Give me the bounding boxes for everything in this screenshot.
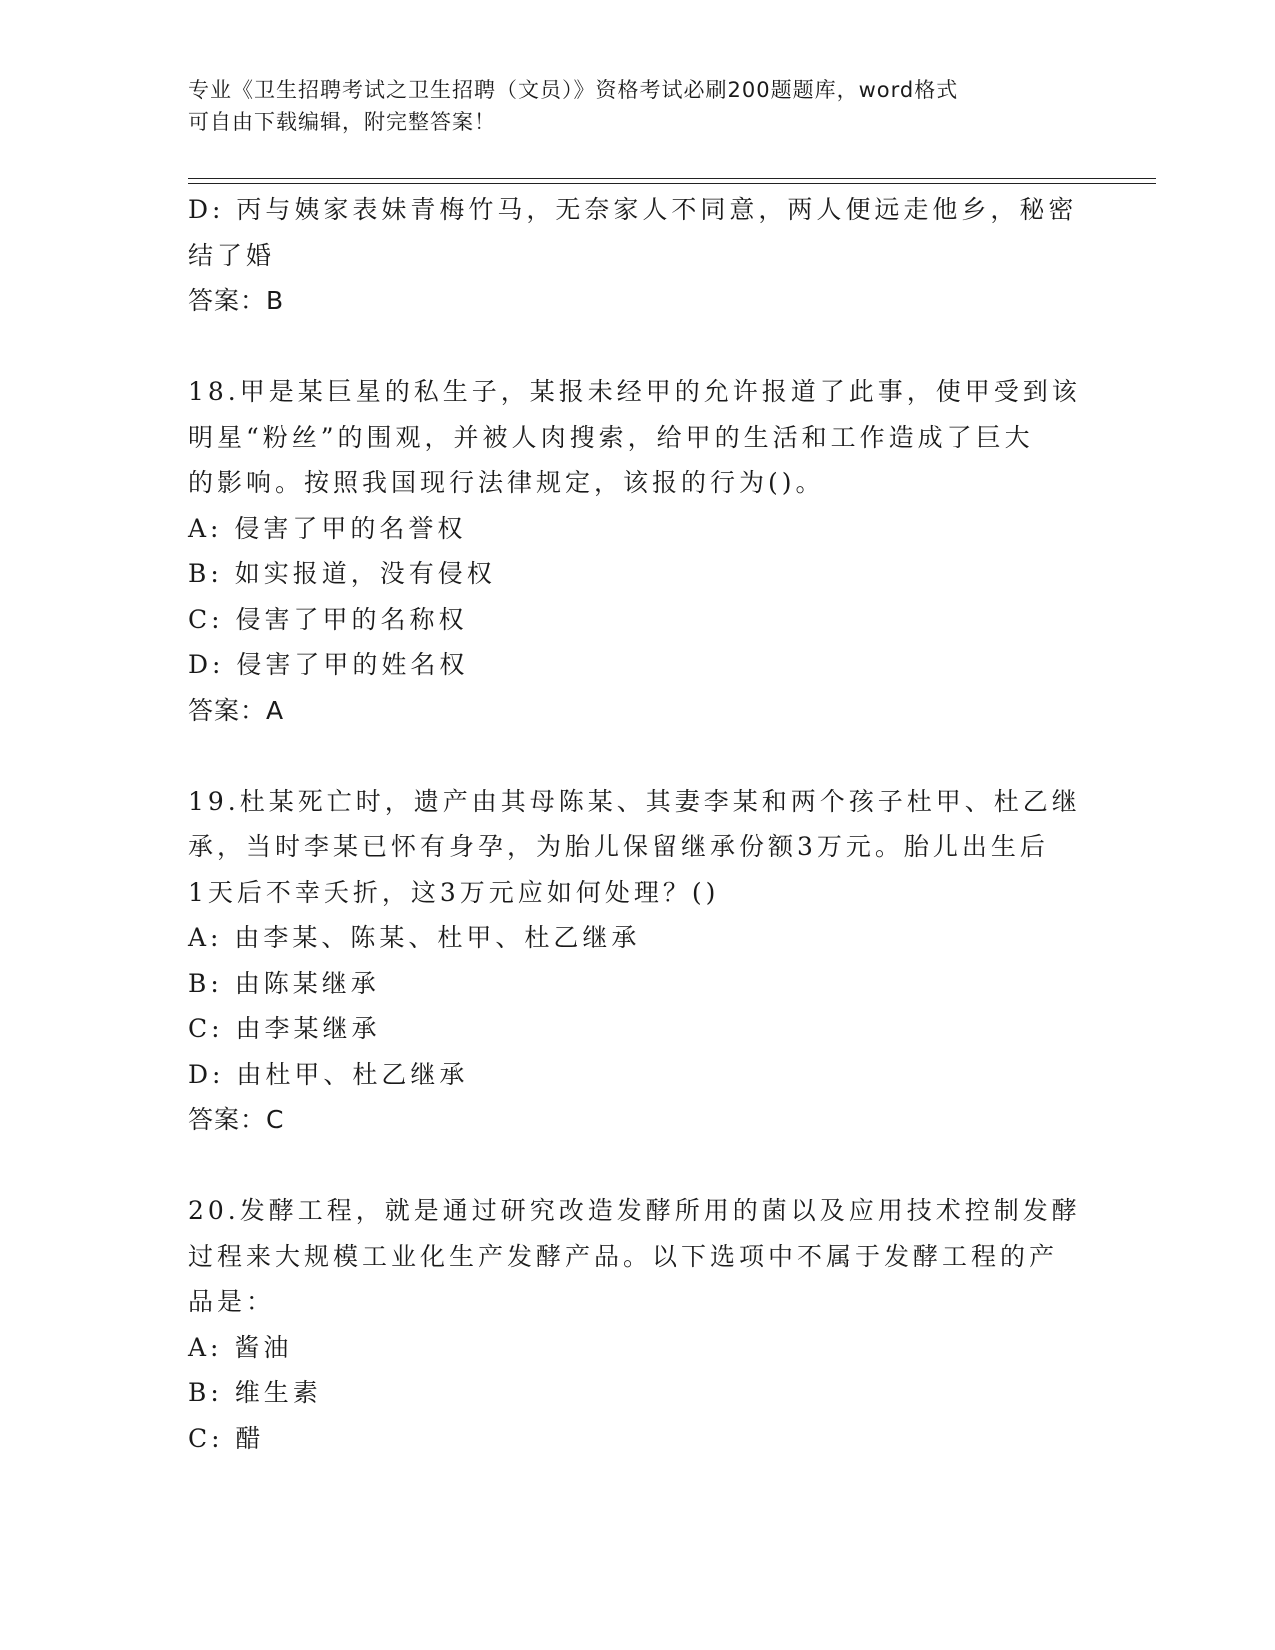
answer-line: 答案：A <box>188 695 285 725</box>
header-line-2: 可自由下载编辑，附完整答案！ <box>188 110 496 134</box>
question-stem-line: 20.发酵工程，就是通过研究改造发酵所用的菌以及应用技术控制发酵 <box>188 1196 1081 1225</box>
option-d: D: 由杜甲、杜乙继承 <box>188 1059 469 1089</box>
question-stem-line: 承，当时李某已怀有身孕，为胎儿保留继承份额3万元。胎儿出生后 <box>188 832 1049 861</box>
option-c: C: 由李某继承 <box>188 1014 381 1043</box>
question-stem-line: 18.甲是某巨星的私生子，某报未经甲的允许报道了此事，使甲受到该 <box>188 377 1081 406</box>
header-divider-top <box>188 178 1156 179</box>
spacer <box>188 733 1088 779</box>
option-b: B: 由陈某继承 <box>188 968 380 998</box>
question-stem-line: 19.杜某死亡时，遗产由其母陈某、其妻李某和两个孩子杜甲、杜乙继 <box>188 786 1081 816</box>
question-stem-line: 1天后不幸夭折，这3万元应如何处理？() <box>188 877 720 907</box>
option-d-line-1: D: 丙与姨家表妹青梅竹马，无奈家人不同意，两人便远走他乡，秘密 <box>188 195 1078 224</box>
option-d: D: 侵害了甲的姓名权 <box>188 650 469 679</box>
option-d-line-2: 结了婚 <box>188 240 276 270</box>
question-18 <box>188 369 1088 733</box>
option-a: A: 酱油 <box>188 1332 293 1362</box>
option-c: C: 醋 <box>188 1423 265 1453</box>
question-stem-line: 品是： <box>188 1287 276 1316</box>
answer-line: 答案：C <box>188 1105 285 1134</box>
option-c: C: 侵害了甲的名称权 <box>188 604 468 634</box>
option-b: B: 维生素 <box>188 1378 322 1407</box>
answer-line: 答案：B <box>188 286 285 315</box>
option-b: B: 如实报道，没有侵权 <box>188 559 496 588</box>
spacer <box>188 1143 1088 1189</box>
option-a: A: 由李某、陈某、杜甲、杜乙继承 <box>188 923 641 952</box>
question-stem-line: 明星“粉丝”的围观，并被人肉搜索，给甲的生活和工作造成了巨大 <box>188 422 1034 452</box>
question-stem-line: 的影响。按照我国现行法律规定，该报的行为()。 <box>188 468 825 497</box>
option-a: A: 侵害了甲的名誉权 <box>188 513 467 543</box>
question-stem-line: 过程来大规模工业化生产发酵产品。以下选项中不属于发酵工程的产 <box>188 1241 1059 1271</box>
document-header <box>188 74 1068 138</box>
header-divider-bottom <box>188 183 1156 184</box>
previous-question-tail <box>188 187 1088 324</box>
header-line-1: 专业《卫生招聘考试之卫生招聘（文员）》资格考试必刷200题题库，word格式 <box>188 78 959 102</box>
spacer <box>188 324 1088 370</box>
document-body <box>188 187 1088 1461</box>
question-19 <box>188 779 1088 1143</box>
question-20 <box>188 1188 1088 1461</box>
